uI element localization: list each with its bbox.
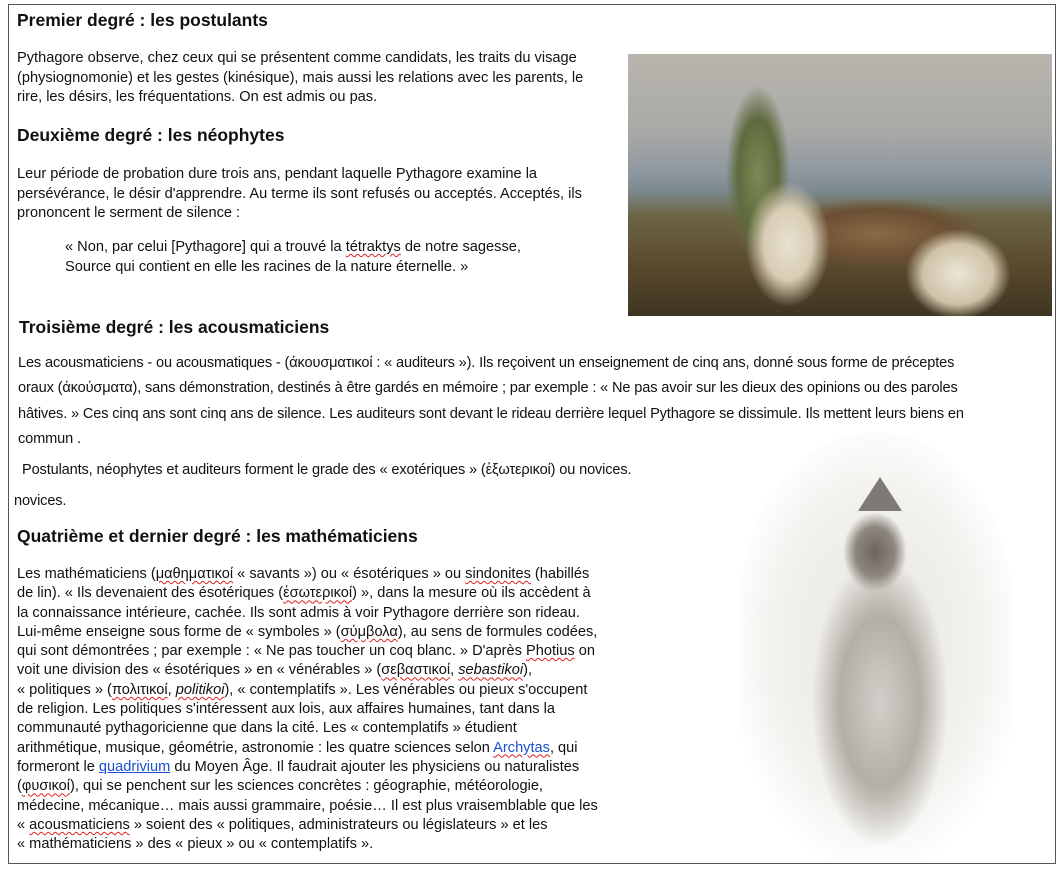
text-line (17, 719, 598, 738)
text-line (17, 88, 583, 108)
text-segment: oraux (άκούσματα), sans démonstration, destinés à être gardés en mémoire ; par exemple : « Ne pas avoir sur les dieux des opinions ou des paroles (18, 380, 958, 397)
text-line (17, 777, 598, 796)
spellcheck-word: σύμβολα (340, 623, 398, 640)
text-line (17, 816, 598, 835)
heading-postulants: Premier degré : les postulants (17, 10, 268, 30)
text-segment: , qui (549, 739, 578, 756)
text-segment: Leur période de probation dure trois ans, pendant laquelle Pythagore examine la (17, 166, 538, 182)
text-segment: ), (523, 662, 533, 679)
wiki-link[interactable]: quadrivium (98, 758, 171, 775)
text-line (17, 758, 598, 777)
text-segment: , (167, 681, 176, 698)
text-segment: » soient des « politiques, administrateurs ou législateurs » et les (129, 816, 548, 833)
text-segment: Source qui contient en elle les racines de la nature éternelle. » (65, 258, 469, 275)
text-line (18, 402, 964, 427)
text-segment: communauté pythagoricienne que dans la cité. Les « contemplatifs » étudient (17, 720, 517, 737)
text-line (17, 185, 582, 205)
wiki-link[interactable]: Archytas (493, 739, 550, 756)
text-line (18, 351, 964, 376)
text-line (18, 376, 964, 401)
quote-oath (65, 238, 521, 277)
pythagoras-engraving-image (740, 432, 1012, 862)
text-segment: la connaissance intérieure, cachée. Ils sont admis à voir Pythagore derrière son rideau. (17, 604, 580, 621)
text-segment: hâtives. » Ces cinq ans sont cinq ans de silence. Les auditeurs sont devant le rideau derrière lequel Pythagore se dissimule. Ils mettent leurs biens en (18, 405, 964, 422)
text-segment: qui sont démontrées ; par exemple : « Ne pas toucher un coq blanc. » D'après (17, 643, 526, 660)
text-line (17, 49, 583, 69)
spellcheck-word: μαθηματικοί (155, 566, 234, 582)
text-segment: de religion. Les politiques s'intéressent aux lois, aux affaires humaines, tant dans la (17, 701, 555, 718)
text-segment: « politiques » ( (17, 681, 112, 698)
spellcheck-word: politikoi (175, 681, 225, 698)
spellcheck-word: acousmaticiens (29, 816, 130, 833)
text-segment: médecine, mécanique… mais aussi grammaire, poésie… Il est plus vraisemblable que les (17, 797, 598, 814)
text-line (65, 238, 521, 258)
text-segment: Pythagore observe, chez ceux qui se présentent comme candidats, les traits du visage (17, 50, 577, 66)
text-segment: « mathématiciens » des « pieux » ou « contemplatifs ». (17, 836, 374, 853)
spellcheck-word: tétraktys (345, 239, 401, 255)
text-segment: ) », dans la mesure où ils accèdent à (352, 585, 591, 602)
text-line (17, 681, 598, 700)
spellcheck-word: πολιτικοί (111, 681, 168, 698)
text-segment: ), au sens de formules codées, (397, 623, 598, 640)
text-line (17, 739, 598, 758)
spellcheck-word: sindonites (465, 566, 531, 582)
text-segment: prononcent le serment de silence : (17, 205, 241, 221)
text-line: novices. (14, 493, 67, 509)
painting-image (628, 54, 1052, 316)
text-segment: persévérance, le désir d'apprendre. Au terme ils sont refusés ou acceptés. Acceptés, ils (17, 185, 582, 202)
heading-mathematiciens: Quatrième et dernier degré : les mathématiciens (17, 526, 418, 546)
spellcheck-word: ἐσωτερικοί (283, 585, 353, 602)
tetraktys-triangle-icon (858, 477, 902, 511)
text-line (17, 584, 598, 603)
text-segment: on (574, 643, 595, 660)
text-segment: ), qui se penchent sur les sciences concrètes : géographie, météorologie, (70, 778, 543, 795)
text-line (17, 565, 598, 584)
text-segment: voit une division des « ésotériques » en « vénérables » ( (17, 662, 382, 679)
text-segment: ), « contemplatifs ». Les vénérables ou pieux s'occupent (224, 681, 588, 698)
spellcheck-word: sebastikoi (458, 662, 524, 679)
text-segment: « Non, par celui [Pythagore] qui a trouvé la (65, 239, 346, 255)
text-segment: (habillés (530, 566, 590, 582)
text-line (17, 797, 598, 816)
text-segment: « savants ») ou « ésotériques » ou (233, 566, 466, 582)
text-segment: ( (17, 778, 22, 795)
paragraph-mathematiciens (17, 565, 598, 854)
paragraph-neophytes (17, 165, 582, 224)
text-segment: de notre sagesse, (400, 239, 521, 255)
text-segment: commun . (18, 430, 81, 447)
text-line (17, 604, 598, 623)
text-line (18, 427, 964, 452)
text-segment: « (17, 816, 30, 833)
text-line: Postulants, néophytes et auditeurs forment le grade des « exotériques » (ἐξωτερικοί) ou novices. (22, 462, 632, 478)
paragraph-exoteriques (22, 458, 631, 483)
heading-acousmaticiens: Troisième degré : les acousmaticiens (19, 317, 330, 337)
text-segment: du Moyen Âge. Il faudrait ajouter les physiciens ou naturalistes (170, 758, 580, 775)
text-line (17, 661, 598, 680)
text-line (17, 69, 583, 89)
text-segment: formeront le (17, 758, 99, 775)
text-line (17, 642, 598, 661)
text-segment: Lui-même enseigne sous forme de « symboles » ( (17, 623, 341, 640)
paragraph-postulants (17, 49, 583, 108)
spellcheck-word: φυσικοί (21, 778, 71, 795)
text-segment: (physiognomonie) et les gestes (kinésique), mais aussi les relations avec les parents, le (17, 69, 584, 86)
text-line (17, 835, 598, 854)
heading-neophytes: Deuxième degré : les néophytes (17, 125, 285, 145)
spellcheck-word: σεβαστικοί (381, 662, 451, 679)
text-segment: Les acousmaticiens - ou acousmatiques - (άκουσματικοί : « auditeurs »). Ils reçoivent un enseignement de cinq ans, donné sous forme de préceptes (18, 355, 955, 371)
text-line (17, 165, 582, 185)
text-segment: , (450, 662, 459, 679)
text-segment: Les mathématiciens ( (17, 566, 156, 582)
text-segment: de lin). « Ils devenaient des ésotériques ( (17, 585, 284, 602)
spellcheck-word: Photius (526, 643, 575, 660)
text-segment: rire, les désirs, les fréquentations. On est admis ou pas. (17, 89, 378, 105)
paragraph-acousmaticiens (18, 351, 964, 452)
stray-text (14, 489, 66, 514)
text-line (65, 258, 521, 278)
text-segment: arithmétique, musique, géométrie, astronomie : les quatre sciences selon (17, 739, 494, 756)
text-line (17, 700, 598, 719)
text-line (17, 204, 582, 224)
text-line (17, 623, 598, 642)
